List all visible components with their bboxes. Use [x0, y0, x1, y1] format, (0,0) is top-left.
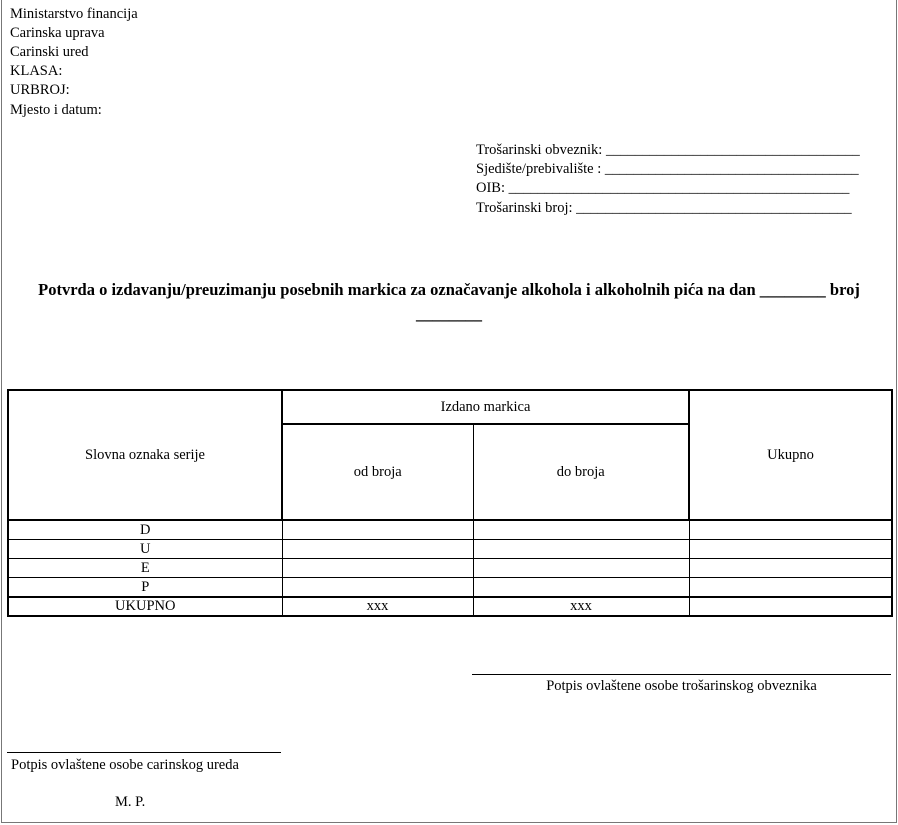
ministry: Ministarstvo financija: [10, 6, 138, 22]
col-from: od broja: [282, 424, 473, 520]
col-issued: Izdano markica: [282, 390, 689, 424]
total-label: UKUPNO: [8, 597, 282, 616]
klasa: KLASA:: [10, 63, 63, 79]
seat-field: Sjedište/prebivalište : ___________________________________: [476, 161, 859, 177]
administration: Carinska uprava: [10, 25, 105, 41]
stamps-table: [7, 389, 893, 617]
customs-signature-label: Potpis ovlaštene osobe carinskog ureda: [11, 757, 239, 773]
taxpayer-field: Trošarinski obveznik: ___________________________________: [476, 142, 860, 158]
table-row: [8, 540, 892, 559]
oib-field: OIB: _______________________________________________: [476, 180, 850, 196]
place-date: Mjesto i datum:: [10, 102, 102, 118]
urbroj: URBROJ:: [10, 82, 70, 98]
table-row: [8, 578, 892, 598]
series-label: P: [8, 578, 282, 598]
col-series: Slovna oznaka serije: [8, 390, 282, 520]
document-title: Potvrda o izdavanju/preuzimanju posebnih markica za označavanje alkohola i alkoholnih pića na dan ________ broj ________: [38, 280, 860, 323]
series-label: E: [8, 559, 282, 578]
col-total: Ukupno: [689, 390, 892, 520]
total-from: xxx: [282, 597, 473, 616]
series-label: D: [8, 520, 282, 540]
table-row: [8, 520, 892, 540]
total-row: [8, 597, 892, 616]
stamp-place: M. P.: [115, 794, 146, 810]
taxpayer-signature-label: Potpis ovlaštene osobe trošarinskog obveznika: [546, 678, 817, 694]
taxpayer-signature-line: [472, 674, 891, 675]
table-row: [8, 559, 892, 578]
excise-number-field: Trošarinski broj: ______________________________________: [476, 200, 852, 216]
col-to: do broja: [473, 424, 689, 520]
series-label: U: [8, 540, 282, 559]
total-to: xxx: [473, 597, 689, 616]
customs-signature-line: [7, 752, 281, 753]
office: Carinski ured: [10, 44, 89, 60]
